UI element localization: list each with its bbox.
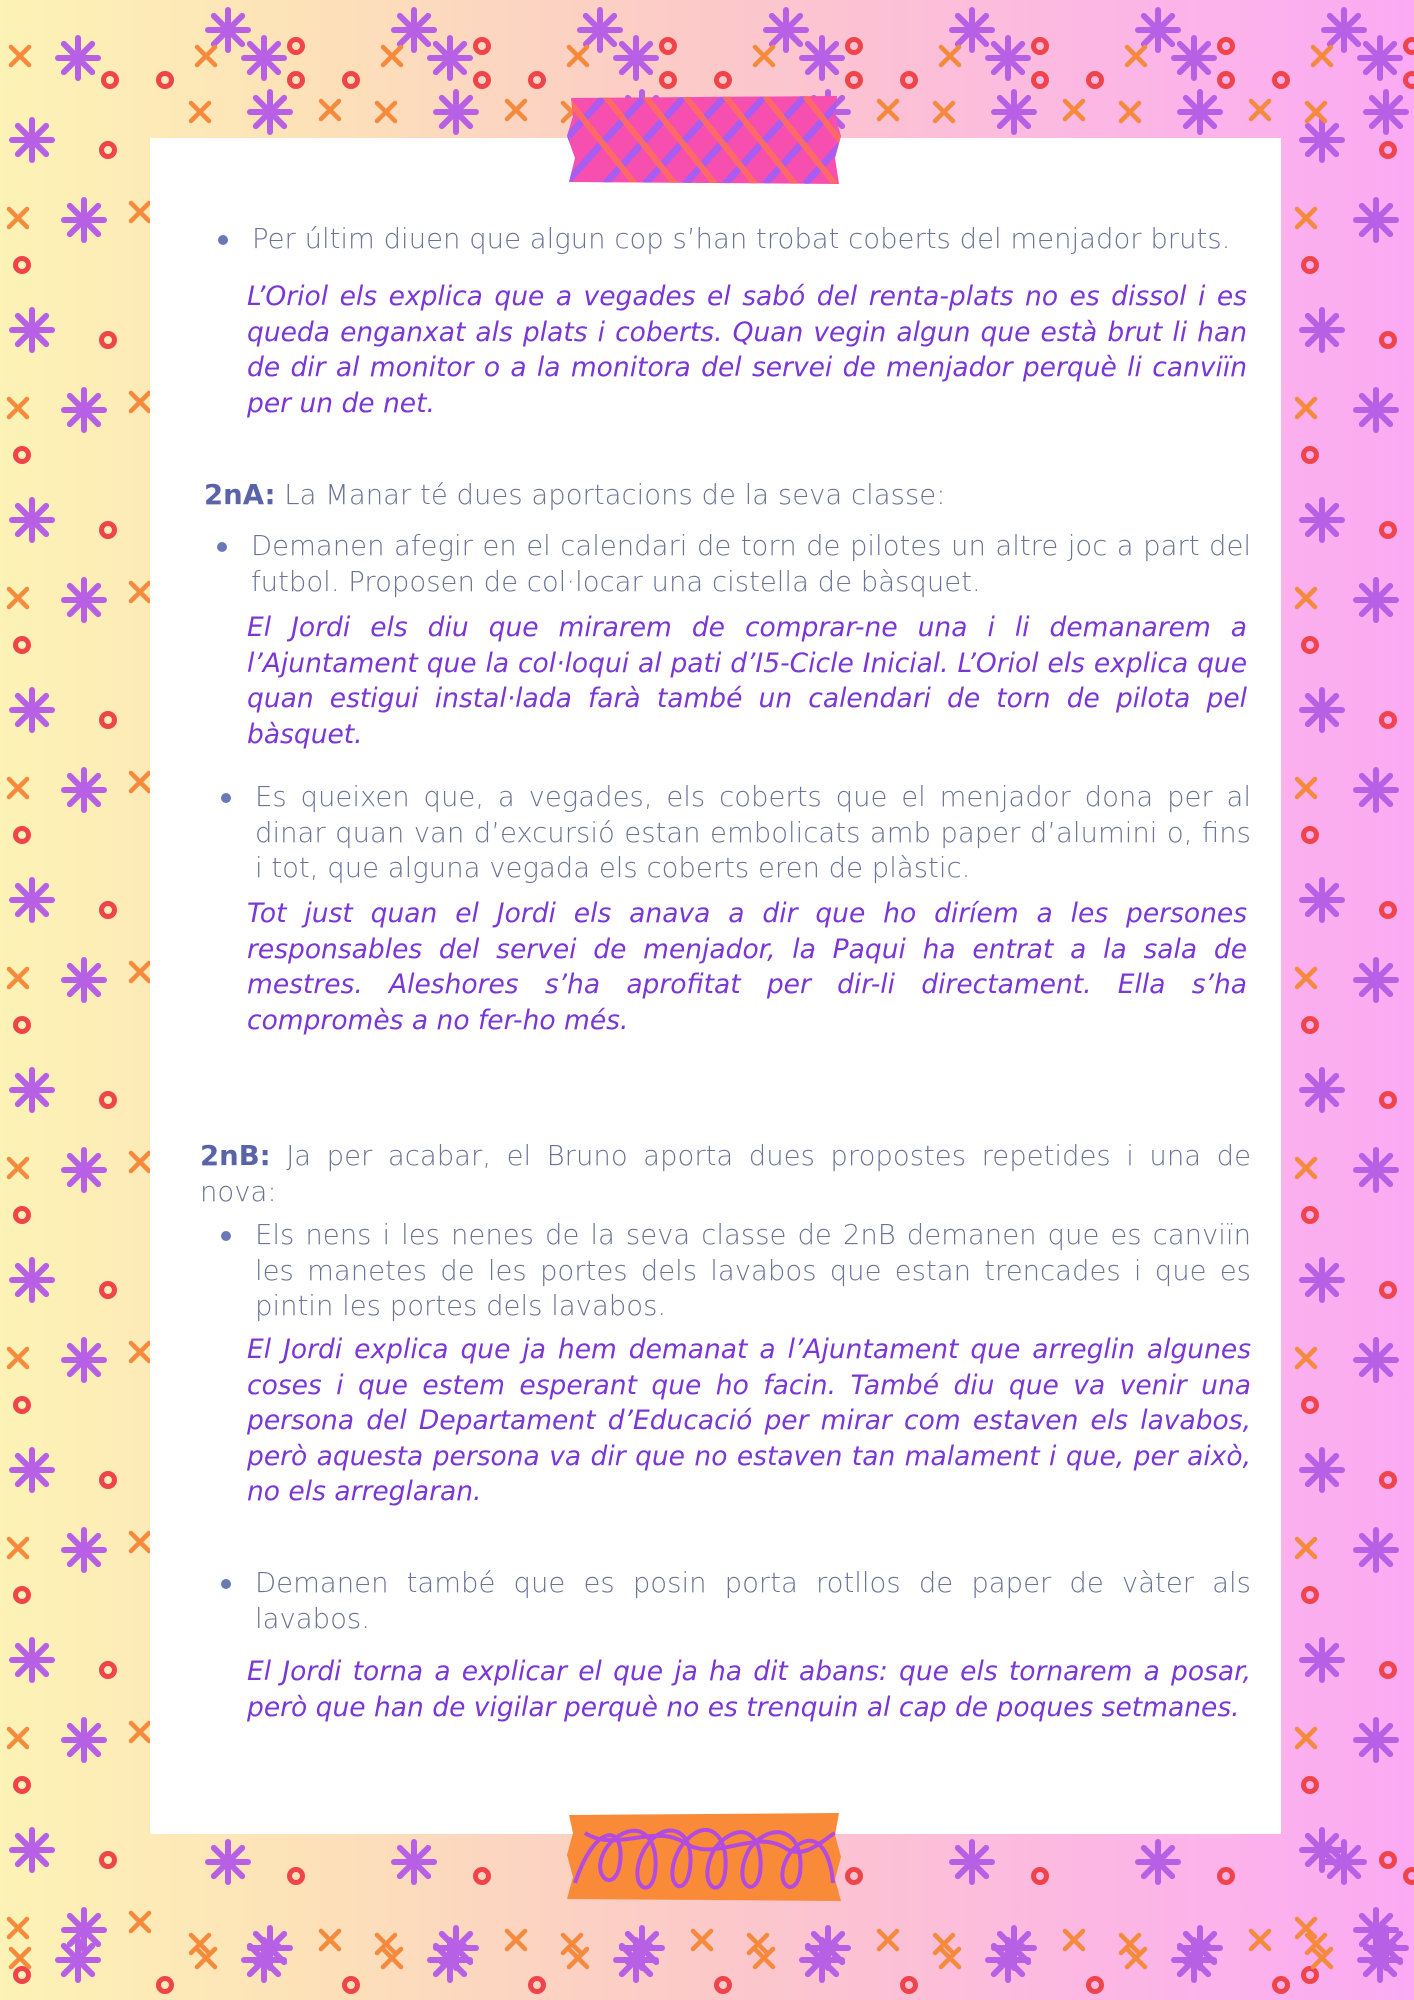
ring-shape: [16, 259, 29, 272]
ring-shape: [1304, 1399, 1317, 1412]
ring-shape: [290, 40, 303, 53]
cross-shape: [11, 47, 29, 65]
bullet-item: [252, 222, 1252, 258]
ring-shape: [1089, 1979, 1102, 1992]
ring-shape: [1304, 829, 1317, 842]
washi-tape-bottom: [565, 1813, 843, 1901]
bullet-dot: [221, 1579, 231, 1589]
cross-shape: [131, 1343, 149, 1361]
reply-text: L’Oriol els explica que a vegades el sabó del renta-plats no es dissol i es queda enganxat als plats i coberts. Quan vegin algun que està brut li han de dir al monitor o a la monitora del servei de menjador perquè li canviïn per un de net.: [247, 281, 1247, 419]
ring-shape: [848, 74, 861, 87]
ring-shape: [717, 74, 730, 87]
ring-shape: [16, 1019, 29, 1032]
cross-shape: [321, 101, 339, 119]
cross-shape: [131, 963, 149, 981]
ring-shape: [16, 1969, 29, 1982]
cross-shape: [1297, 399, 1315, 417]
ring-shape: [1220, 1870, 1233, 1883]
cross-shape: [131, 203, 149, 221]
cross-shape: [131, 1153, 149, 1171]
ring-shape: [1304, 259, 1317, 272]
ring-shape: [1382, 1094, 1395, 1107]
ring-shape: [1406, 1870, 1414, 1883]
ring-shape: [102, 144, 115, 157]
bullet-item: [255, 1218, 1251, 1325]
ring-shape: [1382, 904, 1395, 917]
bullet-text: Demanen també que es posin porta rotllos de paper de vàter als lavabos.: [255, 1567, 1251, 1635]
cross-shape: [321, 1931, 339, 1949]
ring-shape: [102, 1474, 115, 1487]
washi-tape-top: [565, 96, 843, 184]
ring-shape: [1304, 1779, 1317, 1792]
ring-shape: [1034, 40, 1047, 53]
cross-shape: [131, 583, 149, 601]
cross-shape: [693, 1931, 711, 1949]
section-intro: La Manar té dues aportacions de la seva classe:: [275, 479, 946, 511]
section-heading-2na: [204, 477, 1204, 513]
ring-shape: [476, 40, 489, 53]
ring-shape: [16, 829, 29, 842]
ring-shape: [903, 1979, 916, 1992]
section-heading-2nb: [200, 1138, 1251, 1210]
reply-text: El Jordi explica que ja hem demanat a l’Ajuntament que arreglin algunes coses i que estem esperant que ho facin. També diu que va venir una persona del Departament d’Educació per mirar com estaven els lavabos, però aquesta persona va dir que no estaven tan malament i que, per això, no els arreglaran.: [247, 1334, 1251, 1508]
document-page: [150, 138, 1281, 1834]
ring-shape: [662, 40, 675, 53]
cross-shape: [1251, 1931, 1269, 1949]
ring-shape: [16, 449, 29, 462]
ring-shape: [159, 74, 172, 87]
section-intro: Ja per acabar, el Bruno aporta dues propostes repetides i una de nova:: [200, 1140, 1251, 1208]
ring-shape: [1304, 1209, 1317, 1222]
cross-shape: [1297, 589, 1315, 607]
ring-shape: [102, 334, 115, 347]
ring-shape: [1304, 449, 1317, 462]
cross-shape: [1297, 1159, 1315, 1177]
bullet-dot: [218, 235, 228, 245]
ring-shape: [16, 1779, 29, 1792]
ring-shape: [290, 74, 303, 87]
ring-shape: [16, 1589, 29, 1602]
bullet-dot: [217, 542, 227, 552]
cross-shape: [755, 47, 773, 65]
bullet-item: [251, 529, 1251, 600]
cross-shape: [377, 103, 395, 121]
cross-shape: [1297, 1349, 1315, 1367]
reply-text: Tot just quan el Jordi els anava a dir que ho diríem a les persones responsables del servei de menjador, la Paqui ha entrat a la sala de mestres. Aleshores s’ha aprofitat per dir-li directament. Ella s’ha compromès a no fer-ho més.: [247, 898, 1247, 1036]
cross-shape: [1251, 101, 1269, 119]
bullet-text: Es queixen que, a vegades, els coberts que el menjador dona per al dinar quan van d’excursió estan embolicats amb paper d’alumini o, fins i tot, que alguna vegada els coberts eren de plàstic.: [255, 781, 1251, 885]
ring-shape: [1275, 1979, 1288, 1992]
section-label: 2nB:: [200, 1140, 271, 1172]
ring-shape: [903, 74, 916, 87]
ring-shape: [531, 74, 544, 87]
cross-shape: [1307, 103, 1325, 121]
ring-shape: [159, 1979, 172, 1992]
ring-shape: [1220, 74, 1233, 87]
ring-shape: [16, 1399, 29, 1412]
ring-shape: [476, 74, 489, 87]
ring-shape: [1406, 74, 1414, 87]
ring-shape: [476, 1870, 489, 1883]
bullet-item: [255, 780, 1251, 887]
cross-shape: [197, 47, 215, 65]
cross-shape: [1297, 1539, 1315, 1557]
cross-shape: [9, 969, 27, 987]
cross-shape: [1297, 969, 1315, 987]
cross-shape: [9, 589, 27, 607]
ring-shape: [1382, 144, 1395, 157]
ring-shape: [848, 1870, 861, 1883]
cross-shape: [1313, 47, 1331, 65]
cross-shape: [191, 103, 209, 121]
reply-text: El Jordi torna a explicar el que ja ha dit abans: que els tornarem a posar, però que han de vigilar perquè no es trenquin al cap de poques setmanes.: [247, 1656, 1251, 1723]
cross-shape: [935, 103, 953, 121]
ring-shape: [1382, 1664, 1395, 1677]
cross-shape: [9, 1919, 27, 1937]
ring-shape: [290, 1870, 303, 1883]
ring-shape: [16, 639, 29, 652]
ring-shape: [662, 74, 675, 87]
cross-shape: [9, 1159, 27, 1177]
reply-text: El Jordi els diu que mirarem de comprar-ne una i li demanarem a l’Ajuntament que la col·loqui al pati d’I5-Cicle Inicial. L’Oriol els explica que quan estigui instal·lada farà també un calendari de torn de pilota pel bàsquet.: [247, 612, 1247, 750]
ring-shape: [1275, 74, 1288, 87]
ring-shape: [102, 1284, 115, 1297]
ring-shape: [1382, 524, 1395, 537]
cross-shape: [131, 1723, 149, 1741]
bullet-item: [255, 1566, 1251, 1637]
ring-shape: [102, 714, 115, 727]
bullet-dot: [221, 1231, 231, 1241]
section-label: 2nA:: [204, 479, 276, 511]
ring-shape: [1382, 1474, 1395, 1487]
bullet-dot: [221, 793, 231, 803]
ring-shape: [1382, 1854, 1395, 1867]
cross-shape: [1127, 47, 1145, 65]
ring-shape: [345, 74, 358, 87]
ring-shape: [1089, 74, 1102, 87]
bullet-text: Demanen afegir en el calendari de torn de pilotes un altre joc a part del futbol. Proposen de col·locar una cistella de bàsquet.: [251, 530, 1251, 598]
cross-shape: [9, 779, 27, 797]
cross-shape: [879, 1931, 897, 1949]
cross-shape: [1121, 103, 1139, 121]
cross-shape: [1065, 101, 1083, 119]
cross-shape: [9, 1349, 27, 1367]
ring-shape: [102, 1664, 115, 1677]
ring-shape: [531, 1979, 544, 1992]
cross-shape: [879, 101, 897, 119]
ring-shape: [1034, 74, 1047, 87]
cross-shape: [1065, 1931, 1083, 1949]
ring-shape: [1304, 639, 1317, 652]
cross-shape: [1297, 779, 1315, 797]
ring-shape: [717, 1979, 730, 1992]
ring-shape: [1382, 334, 1395, 347]
cross-shape: [9, 209, 27, 227]
ring-shape: [1304, 1969, 1317, 1982]
cross-shape: [131, 393, 149, 411]
cross-shape: [131, 773, 149, 791]
cross-shape: [11, 1949, 29, 1967]
ring-shape: [345, 1979, 358, 1992]
cross-shape: [569, 47, 587, 65]
cross-shape: [383, 47, 401, 65]
ring-shape: [102, 524, 115, 537]
ring-shape: [104, 74, 117, 87]
ring-shape: [1382, 714, 1395, 727]
ring-shape: [1304, 1589, 1317, 1602]
ring-shape: [1220, 40, 1233, 53]
cross-shape: [9, 1729, 27, 1747]
cross-shape: [1297, 1729, 1315, 1747]
bullet-text: Els nens i les nenes de la seva classe de 2nB demanen que es canviïn les manetes de les portes dels lavabos que estan trencades i que es pintin les portes dels lavabos.: [255, 1219, 1251, 1323]
ring-shape: [848, 40, 861, 53]
ring-shape: [1406, 40, 1414, 53]
ring-shape: [1034, 1870, 1047, 1883]
ring-shape: [1304, 1019, 1317, 1032]
bullet-text: Per últim diuen que algun cop s’han trobat coberts del menjador bruts.: [252, 223, 1231, 255]
cross-shape: [131, 1913, 149, 1931]
cross-shape: [507, 1931, 525, 1949]
cross-shape: [9, 1539, 27, 1557]
cross-shape: [507, 101, 525, 119]
ring-shape: [16, 1209, 29, 1222]
cross-shape: [941, 47, 959, 65]
ring-shape: [102, 1854, 115, 1867]
cross-shape: [1297, 209, 1315, 227]
ring-shape: [102, 1094, 115, 1107]
cross-shape: [131, 1533, 149, 1551]
ring-shape: [1382, 1284, 1395, 1297]
cross-shape: [9, 399, 27, 417]
ring-shape: [102, 904, 115, 917]
